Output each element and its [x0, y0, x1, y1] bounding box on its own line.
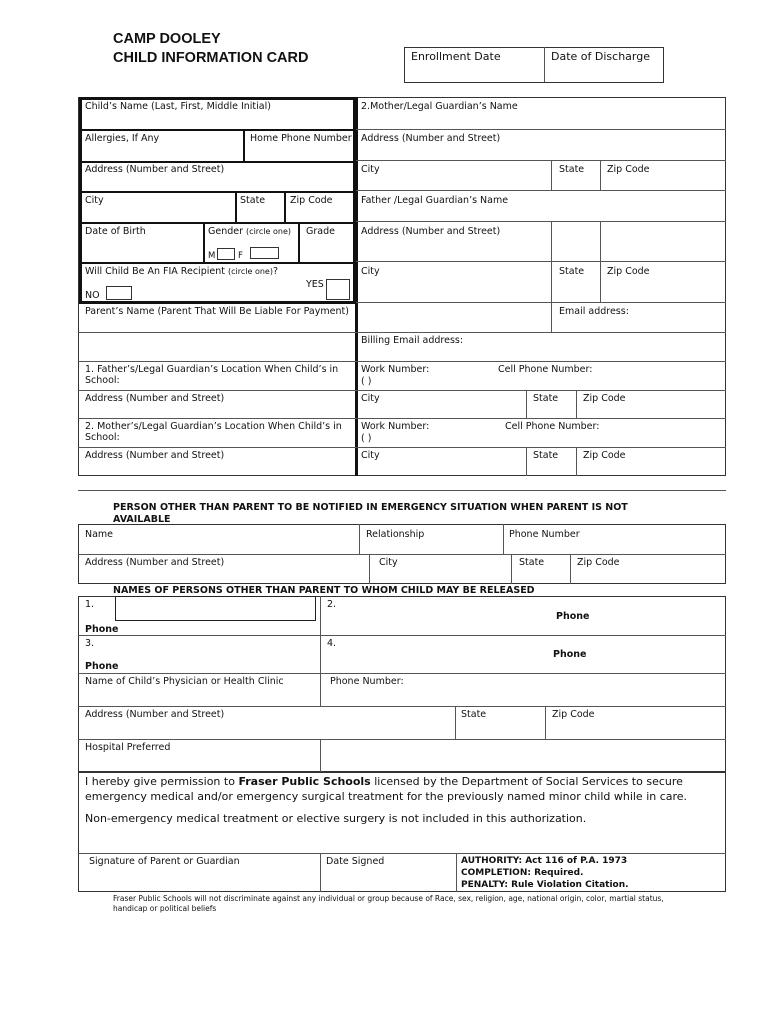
work-number-1-label: Work Number: — [361, 364, 430, 375]
gender-m-label: M — [208, 251, 216, 261]
nondiscrimination-text: Fraser Public Schools will not discriminate against any individual or group because of Race, sex, religion, age, national origin, color, martial status, handicap or political beliefs — [113, 894, 664, 913]
gender-label: Gender (circle one) — [208, 226, 291, 237]
discharge-date-label: Date of Discharge — [551, 50, 650, 63]
mother-location-label: 2. Mother’s/Legal Guardian’s Location When Child’s in School: — [85, 421, 342, 443]
grade-label: Grade — [306, 226, 335, 237]
mother-loc-state-label: State — [533, 450, 559, 461]
emergency-city-label: City — [379, 557, 398, 568]
father-loc-state-label: State — [533, 393, 559, 404]
release-phone-4: Phone — [553, 649, 587, 660]
physician-state-label: State — [461, 709, 487, 720]
emergency-heading: PERSON OTHER THAN PARENT TO BE NOTIFIED IN EMERGENCY SITUATION WHEN PARENT IS NOT AVAILABLE — [113, 502, 628, 525]
permission-text: I hereby give permission to Fraser Public Schools licensed by the Department of Social Services to secure emergency medical and/or emergency surgical treatment for the previously named minor child while in care. — [85, 775, 688, 803]
fia-no-label: NO — [85, 290, 100, 301]
penalty-text: PENALTY: Rule Violation Citation. — [461, 880, 629, 890]
mother-city-label: City — [361, 164, 380, 175]
mother-loc-zip-label: Zip Code — [583, 450, 626, 461]
release-n2: 2. — [327, 599, 337, 610]
mother-zip-label: Zip Code — [607, 164, 650, 175]
fia-yes-label: YES — [306, 279, 324, 290]
email-label: Email address: — [559, 306, 629, 317]
father-state-label: State — [559, 266, 585, 277]
emergency-zip-label: Zip Code — [577, 557, 620, 568]
home-phone-label: Home Phone Number — [250, 133, 352, 144]
dob-label: Date of Birth — [85, 226, 146, 237]
emergency-relationship-label: Relationship — [366, 529, 425, 540]
father-address-label: Address (Number and Street) — [361, 226, 501, 237]
mother-loc-address-label: Address (Number and Street) — [85, 450, 225, 461]
child-city-label: City — [85, 195, 104, 206]
permission-note: Non-emergency medical treatment or elective surgery is not included in this authorization. — [85, 812, 587, 825]
mother-address-label: Address (Number and Street) — [361, 133, 501, 144]
hospital-label: Hospital Preferred — [85, 742, 171, 753]
mother-loc-city-label: City — [361, 450, 380, 461]
child-name-label: Child’s Name (Last, First, Middle Initial) — [85, 101, 271, 112]
cell-number-1-label: Cell Phone Number: — [498, 364, 593, 375]
mother-name-label: 2.Mother/Legal Guardian’s Name — [361, 101, 518, 112]
signature-label: Signature of Parent or Guardian — [89, 856, 240, 867]
gender-f-checkbox[interactable] — [250, 247, 279, 259]
father-location-label: 1. Father’s/Legal Guardian’s Location When Child’s in School: — [85, 364, 339, 386]
child-state-label: State — [240, 195, 266, 206]
completion-text: COMPLETION: Required. — [461, 868, 584, 878]
father-zip-label: Zip Code — [607, 266, 650, 277]
form-title-line2: CHILD INFORMATION CARD — [113, 50, 309, 66]
enrollment-date-label: Enrollment Date — [411, 50, 501, 63]
fia-no-checkbox[interactable] — [106, 286, 132, 300]
gender-f-label: F — [238, 251, 243, 261]
cell-number-2-label: Cell Phone Number: — [505, 421, 600, 432]
release-phone-2: Phone — [556, 611, 590, 622]
release-n3: 3. — [85, 638, 95, 649]
date-signed-label: Date Signed — [326, 856, 385, 867]
father-name-label: Father /Legal Guardian’s Name — [361, 195, 509, 206]
parent-liable-label: Parent’s Name (Parent That Will Be Liable For Payment) — [85, 306, 349, 317]
child-zip-label: Zip Code — [290, 195, 333, 206]
billing-email-label: Billing Email address: — [361, 335, 464, 346]
release-n4: 4. — [327, 638, 337, 649]
emergency-phone-label: Phone Number — [509, 529, 580, 540]
physician-zip-label: Zip Code — [552, 709, 595, 720]
mother-state-label: State — [559, 164, 585, 175]
emergency-state-label: State — [519, 557, 545, 568]
work-number-2-label: Work Number: — [361, 421, 430, 432]
form-title-line1: CAMP DOOLEY — [113, 31, 221, 47]
release-heading: NAMES OF PERSONS OTHER THAN PARENT TO WHOM CHILD MAY BE RELEASED — [113, 585, 535, 596]
emergency-address-label: Address (Number and Street) — [85, 557, 225, 568]
fia-yes-checkbox[interactable] — [326, 279, 350, 300]
authority-text: AUTHORITY: Act 116 of P.A. 1973 — [461, 856, 628, 866]
gender-m-checkbox[interactable] — [217, 248, 235, 260]
work-number-2-parens: ( ) — [361, 433, 372, 444]
child-address-label: Address (Number and Street) — [85, 164, 225, 175]
work-number-1-parens: ( ) — [361, 376, 372, 387]
father-loc-address-label: Address (Number and Street) — [85, 393, 225, 404]
fia-label: Will Child Be An FIA Recipient (circle one)? — [85, 266, 278, 277]
physician-address-label: Address (Number and Street) — [85, 709, 225, 720]
father-loc-zip-label: Zip Code — [583, 393, 626, 404]
father-city-label: City — [361, 266, 380, 277]
allergies-label: Allergies, If Any — [85, 133, 160, 144]
release-phone-3: Phone — [85, 661, 119, 672]
physician-label: Name of Child’s Physician or Health Clinic — [85, 676, 284, 687]
physician-phone-label: Phone Number: — [330, 676, 404, 687]
emergency-name-label: Name — [85, 529, 114, 540]
father-loc-city-label: City — [361, 393, 380, 404]
release-n1: 1. — [85, 599, 95, 610]
release-name-1-field[interactable] — [115, 596, 316, 621]
release-phone-1: Phone — [85, 624, 119, 635]
